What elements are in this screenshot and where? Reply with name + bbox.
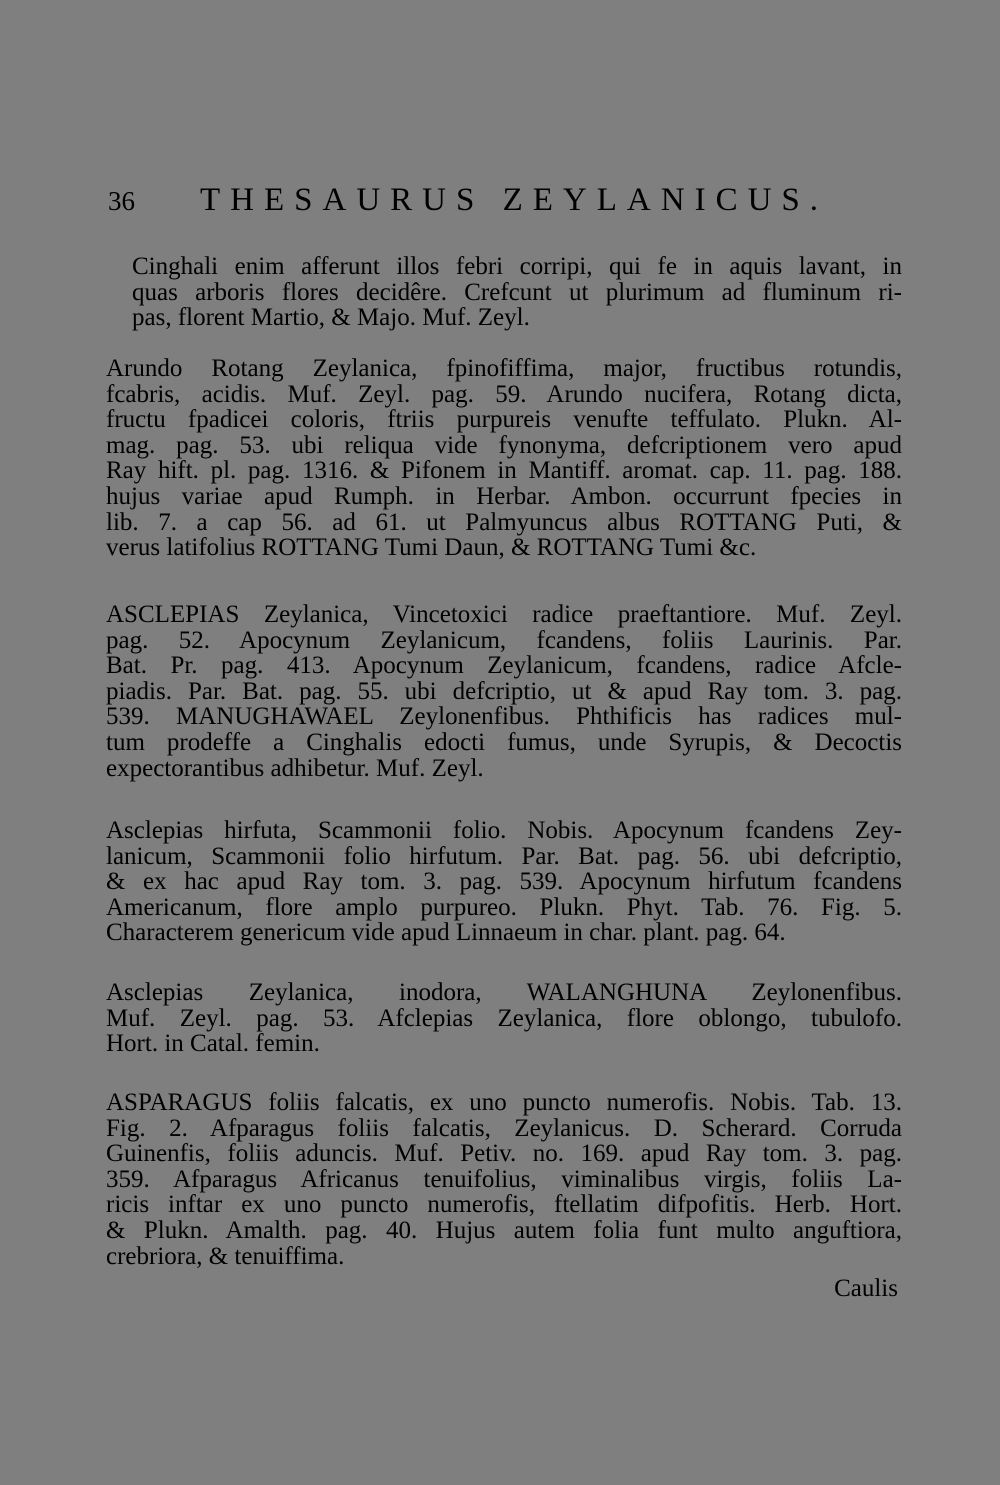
text-line: expectorantibus adhibetur. Muf. Zeyl. [106, 754, 484, 782]
text-line: fcabris, acidis. Muf. Zeyl. pag. 59. Arundo nucifera, Rotang dicta, [106, 380, 902, 408]
text-line: lanicum, Scammonii folio hirfutum. Par. Bat. pag. 56. ubi defcriptio, [106, 842, 902, 870]
text-line: & Plukn. Amalth. pag. 40. Hujus autem folia funt multo anguftiora, [106, 1216, 902, 1244]
text-line: Bat. Pr. pag. 413. Apocynum Zeylanicum, fcandens, radice Afcle- [106, 652, 902, 680]
entry-asclepias-zeylanica [106, 602, 902, 781]
paragraph-cinghali [106, 254, 902, 331]
text-line: ASPARAGUS foliis falcatis, ex uno puncto numerofis. Nobis. Tab. 13. [106, 1089, 902, 1116]
text-line: pag. 52. Apocynum Zeylanicum, fcandens, foliis Laurinis. Par. [106, 626, 902, 654]
text-line: verus latifolius ROTTANG Tumi Daun, & ROTTANG Tumi &c. [106, 534, 757, 562]
entry-asclepias-inodora [106, 980, 902, 1057]
text-line: Ray hift. pl. pag. 1316. & Pifonem in Mantiff. aromat. cap. 11. pag. 188. [106, 457, 902, 485]
text-line: hujus variae apud Rumph. in Herbar. Ambon. occurrunt fpecies in [106, 482, 902, 510]
text-line: Cinghali enim afferunt illos febri corripi, qui fe in aquis lavant, in [132, 253, 902, 280]
text-line: tum prodeffe a Cinghalis edocti fumus, unde Syrupis, & Decoctis [106, 728, 902, 756]
text-line: 359. Afparagus Africanus tenuifolius, viminalibus virgis, foliis La- [106, 1165, 902, 1193]
entry-asclepias-hirsuta [106, 818, 902, 946]
text-line: crebriora, & tenuiffima. [106, 1242, 345, 1270]
text-line: lib. 7. a cap 56. ad 61. ut Palmyuncus albus ROTTANG Puti, & [106, 508, 902, 536]
text-line: ricis inftar ex uno puncto numerofis, ftellatim difpofitis. Herb. Hort. [106, 1191, 902, 1219]
text-line: Fig. 2. Afparagus foliis falcatis, Zeylanicus. D. Scherard. Corruda [106, 1114, 902, 1142]
text-line: Guinenfis, foliis aduncis. Muf. Petiv. no. 169. apud Ray tom. 3. pag. [106, 1140, 902, 1168]
text-line: Arundo Rotang Zeylanica, fpinofiffima, major, fructibus rotundis, [106, 355, 902, 382]
text-line: Characterem genericum vide apud Linnaeum in char. plant. pag. 64. [106, 919, 786, 947]
text-line: Asclepias hirfuta, Scammonii folio. Nobis. Apocynum fcandens Zey- [106, 817, 902, 844]
text-line: ASCLEPIAS Zeylanica, Vincetoxici radice praeftantiore. Muf. Zeyl. [106, 601, 902, 628]
text-line: Muf. Zeyl. pag. 53. Afclepias Zeylanica, flore oblongo, tubulofo. [106, 1004, 902, 1032]
text-line: piadis. Par. Bat. pag. 55. ubi defcriptio, ut & apud Ray tom. 3. pag. [106, 677, 902, 705]
text-line: fructu fpadicei coloris, ftriis purpureis venufte teffulato. Plukn. Al- [106, 406, 902, 434]
entry-arundo [106, 356, 902, 561]
text-line: pas, florent Martio, & Majo. Muf. Zeyl. [132, 304, 530, 332]
text-line: & ex hac apud Ray tom. 3. pag. 539. Apocynum hirfutum fcandens [106, 868, 902, 896]
text-line: Americanum, flore amplo purpureo. Plukn. Phyt. Tab. 76. Fig. 5. [106, 893, 902, 921]
text-line: mag. pag. 53. ubi reliqua vide fynonyma, defcriptionem vero apud [106, 431, 902, 459]
text-line: 539. MANUGHAWAEL Zeylonenfibus. Phthificis has radices mul- [106, 703, 902, 731]
catchword: Caulis [834, 1275, 898, 1302]
entry-asparagus [106, 1090, 902, 1269]
text-line: Hort. in Catal. femin. [106, 1030, 320, 1058]
text-line: quas arboris flores decidêre. Crefcunt ut plurimum ad fluminum ri- [132, 278, 902, 306]
text-line: Asclepias Zeylanica, inodora, WALANGHUNA Zeylonenfibus. [106, 979, 902, 1006]
page-header [108, 182, 828, 226]
page-number: 36 [108, 186, 135, 216]
running-title: THESAURUS ZEYLANICUS. [200, 182, 829, 218]
